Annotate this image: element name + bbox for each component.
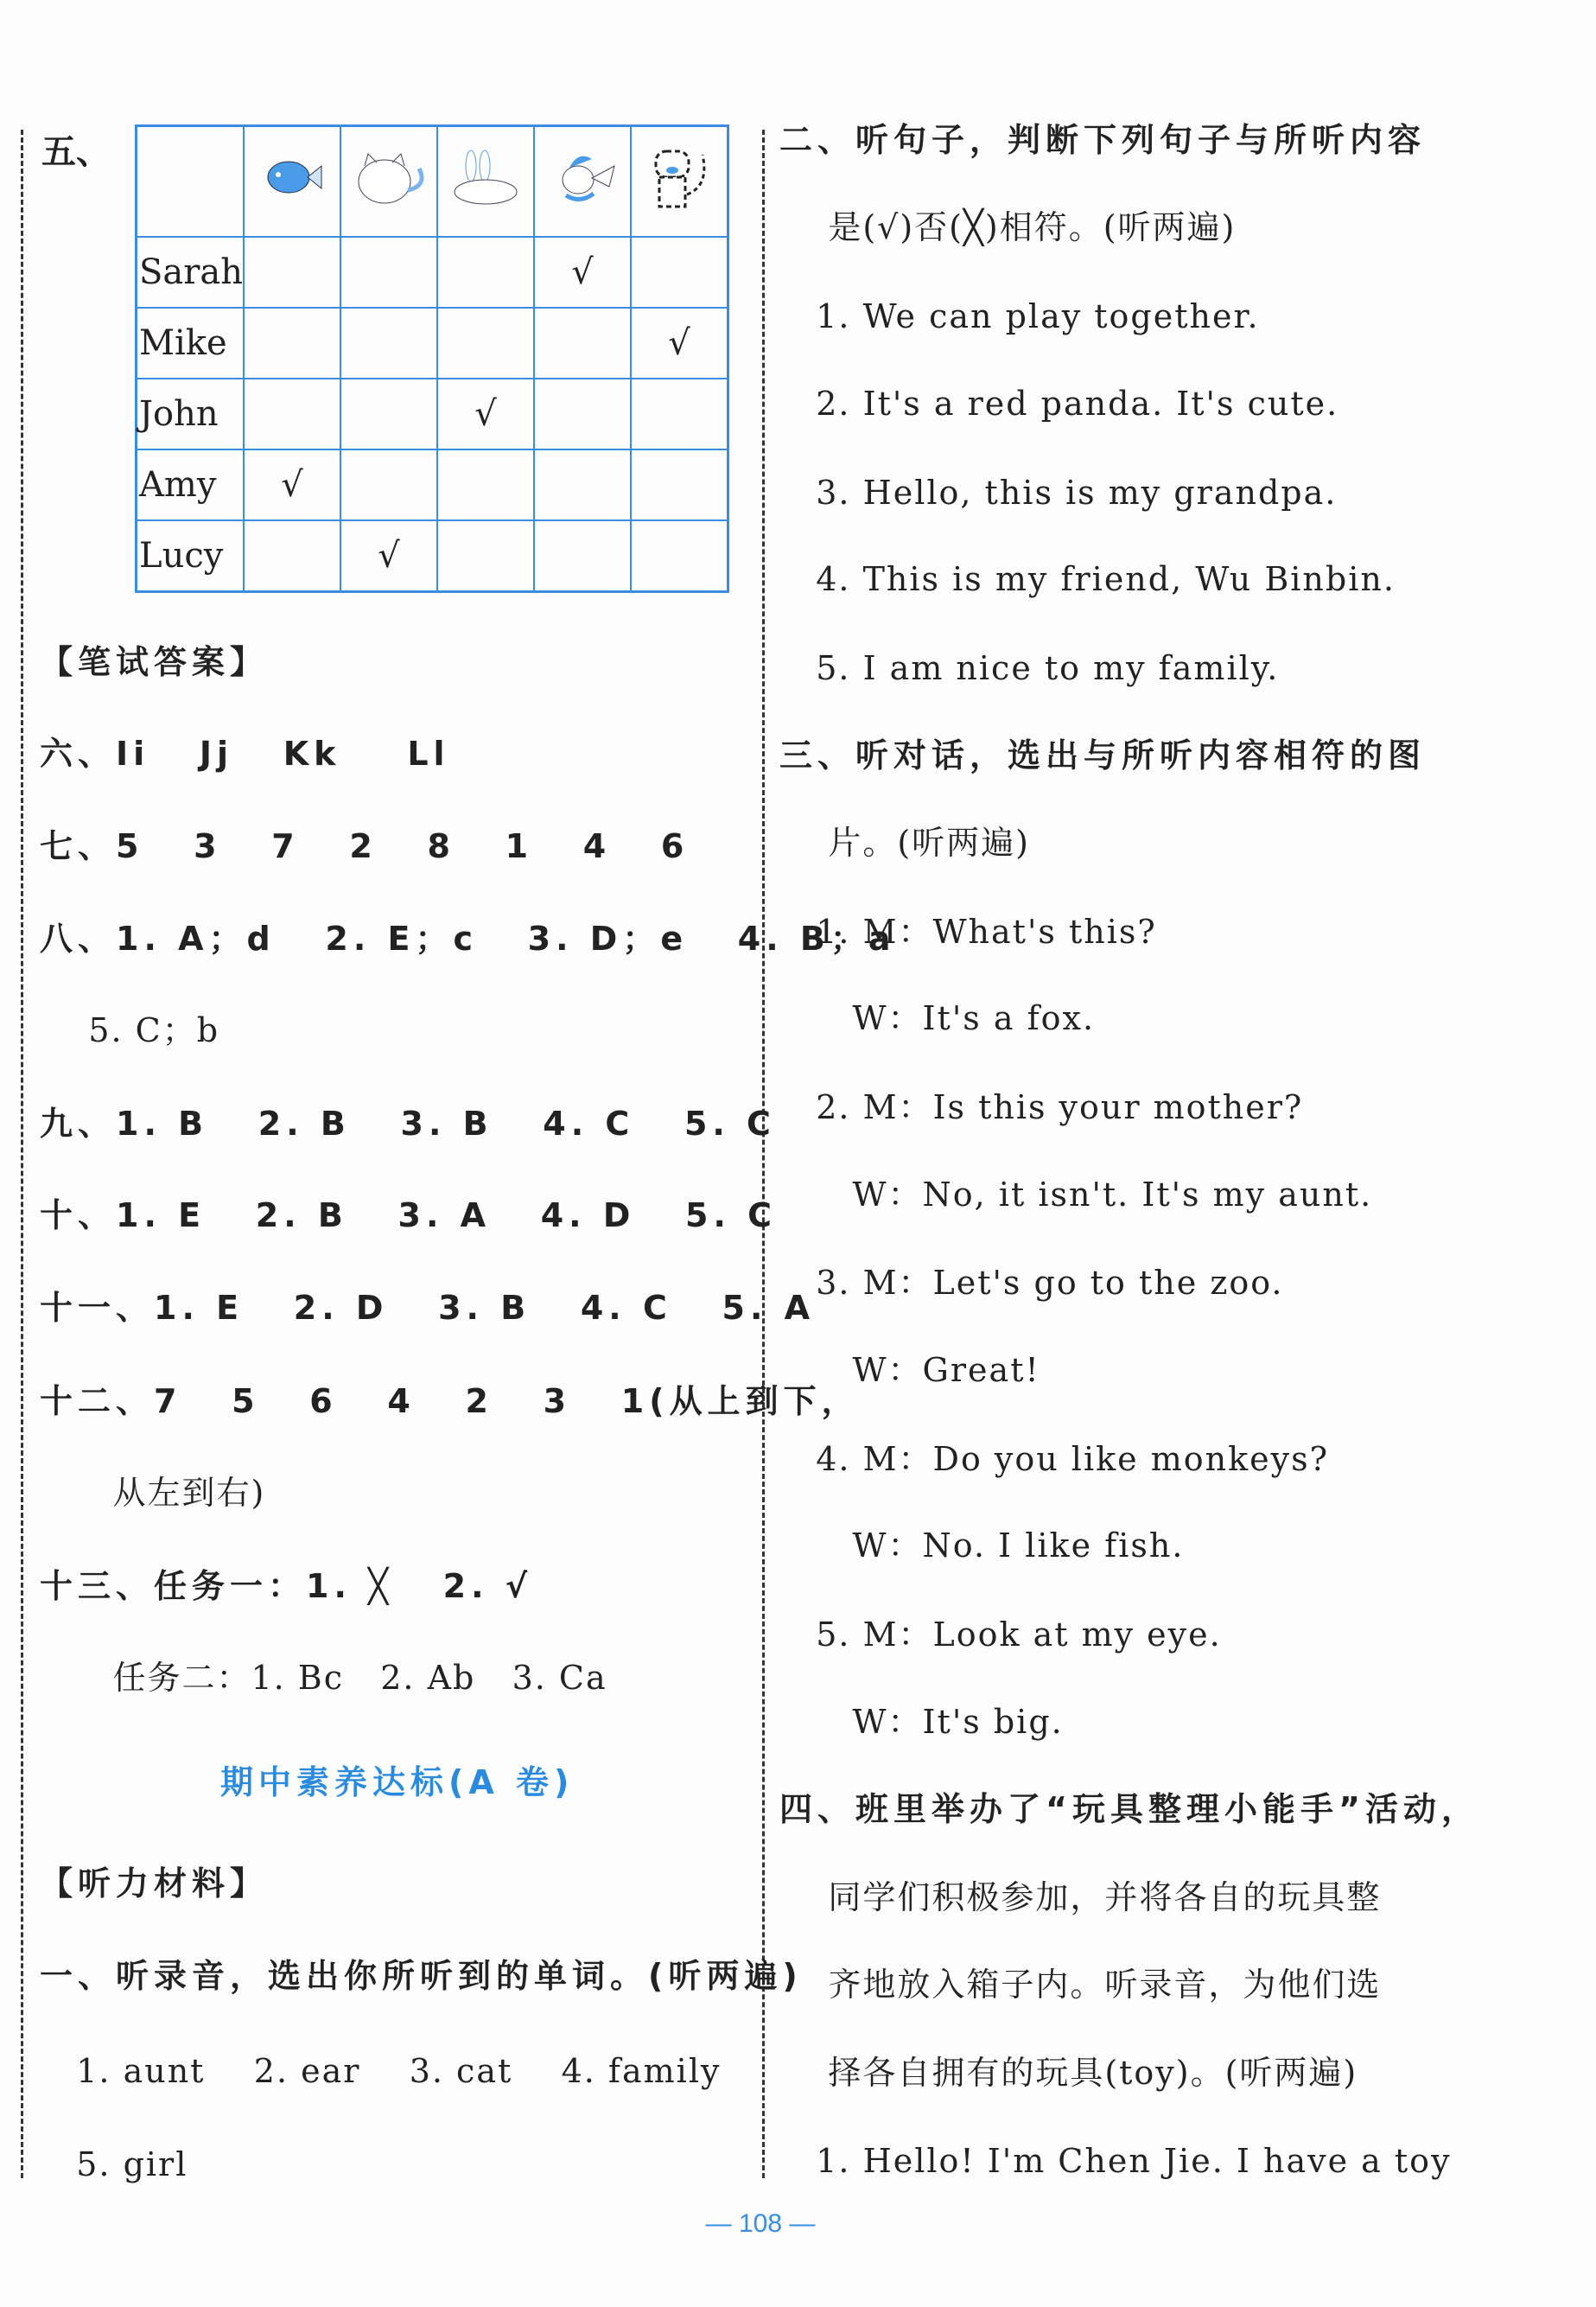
table-row — [137, 379, 728, 449]
transcript-line: 1. Hello! I'm Chen Jie. I have a toy — [779, 2142, 1452, 2180]
table-row — [137, 520, 728, 592]
answer-line: 5. girl — [40, 2145, 188, 2183]
transcript-line: 1. We can play together. — [779, 297, 1260, 335]
answer-line: 从左到右) — [40, 1474, 266, 1512]
transcript-line: 二、听句子，判断下列句子与所听内容 — [779, 121, 1427, 159]
answer-line: 【听力材料】 — [40, 1864, 269, 1902]
check-cell — [631, 237, 728, 308]
answer-line: 八、1. A；d 2. E；c 3. D；e 4. B；a — [40, 920, 896, 958]
bird-icon — [534, 126, 631, 238]
check-cell — [631, 520, 728, 592]
transcript-line: 三、听对话，选出与所听内容相符的图 — [779, 736, 1427, 774]
transcript-line: 择各自拥有的玩具(toy)。(听两遍) — [779, 2054, 1358, 2092]
check-cell — [244, 379, 340, 449]
check-cell: √ — [437, 379, 534, 449]
transcript-line: W：It's big. — [779, 1703, 1064, 1741]
section-label-five: 五、 — [41, 132, 111, 172]
left-divider — [21, 130, 23, 2178]
student-name: Sarah — [137, 237, 244, 308]
table-row — [137, 237, 728, 308]
corner-cell — [137, 126, 244, 238]
answer-line: 十三、任务一：1. ╳ 2. √ — [40, 1567, 533, 1605]
fish-icon — [244, 126, 340, 238]
check-cell — [244, 237, 340, 308]
check-cell — [534, 520, 631, 592]
transcript-line: W：Great! — [779, 1351, 1040, 1389]
transcript-line: 3. M：Let's go to the zoo. — [779, 1264, 1284, 1302]
check-cell: √ — [244, 449, 340, 520]
check-cell — [437, 449, 534, 520]
check-cell — [437, 308, 534, 379]
rabbit-icon — [437, 126, 534, 238]
table-row — [137, 308, 728, 379]
check-cell: √ — [340, 520, 437, 592]
tiger-icon — [631, 126, 728, 238]
transcript-line: 4. This is my friend, Wu Binbin. — [779, 560, 1396, 598]
check-cell: √ — [631, 308, 728, 379]
transcript-line: 同学们积极参加，并将各自的玩具整 — [779, 1878, 1382, 1916]
transcript-line: 5. M：Look at my eye. — [779, 1616, 1222, 1654]
answer-line: 任务二：1. Bc 2. Ab 3. Ca — [40, 1659, 607, 1697]
transcript-line: 齐地放入箱子内。听录音，为他们选 — [779, 1966, 1382, 2004]
answer-line: 十、1. E 2. B 3. A 4. D 5. C — [40, 1196, 778, 1234]
student-name: John — [137, 379, 244, 449]
check-cell — [631, 379, 728, 449]
transcript-line: 4. M：Do you like monkeys? — [779, 1440, 1329, 1478]
check-cell — [534, 449, 631, 520]
pet-table — [135, 124, 729, 593]
student-name: Mike — [137, 308, 244, 379]
check-cell — [631, 449, 728, 520]
column-divider — [762, 130, 765, 2178]
check-cell — [340, 308, 437, 379]
student-name: Amy — [137, 449, 244, 520]
transcript-line: W：No, it isn't. It's my aunt. — [779, 1176, 1373, 1214]
check-cell — [340, 379, 437, 449]
transcript-line: 四、班里举办了“玩具整理小能手”活动， — [779, 1790, 1479, 1828]
transcript-line: W：It's a fox. — [779, 999, 1096, 1037]
answer-line: 九、1. B 2. B 3. B 4. C 5. C — [40, 1105, 776, 1143]
answer-line: 5. C；b — [40, 1011, 220, 1049]
answer-line: 十二、7 5 6 4 2 3 1(从上到下， — [40, 1382, 860, 1420]
table-header-row — [137, 126, 728, 238]
answer-line: 十一、1. E 2. D 3. B 4. C 5. A — [40, 1289, 816, 1327]
transcript-line: 2. It's a red panda. It's cute. — [779, 385, 1339, 423]
answer-line: 七、5 3 7 2 8 1 4 6 — [40, 827, 690, 865]
transcript-line: W：No. I like fish. — [779, 1526, 1185, 1565]
page-number: — 108 — — [705, 2209, 816, 2238]
cat-icon — [340, 126, 437, 238]
answer-line: 【笔试答案】 — [40, 643, 269, 681]
check-cell — [340, 237, 437, 308]
transcript-line: 是(√)否(╳)相符。(听两遍) — [779, 208, 1237, 246]
answer-line: 1. aunt 2. ear 3. cat 4. family — [40, 2052, 722, 2090]
transcript-line: 1. M：What's this? — [779, 913, 1157, 951]
check-cell — [244, 308, 340, 379]
check-cell — [244, 520, 340, 592]
table-row — [137, 449, 728, 520]
answer-line: 一、听录音，选出你所听到的单词。(听两遍) — [40, 1957, 803, 1995]
check-cell — [534, 308, 631, 379]
check-cell: √ — [534, 237, 631, 308]
transcript-line: 5. I am nice to my family. — [779, 649, 1280, 687]
check-cell — [534, 379, 631, 449]
answer-line: 六、Ii Jj Kk Ll — [40, 735, 450, 773]
check-cell — [437, 237, 534, 308]
transcript-line: 3. Hello, this is my grandpa. — [779, 474, 1338, 512]
transcript-line: 片。(听两遍) — [779, 824, 1030, 862]
check-cell — [437, 520, 534, 592]
check-cell — [340, 449, 437, 520]
student-name: Lucy — [137, 520, 244, 592]
transcript-line: 2. M：Is this your mother? — [779, 1088, 1304, 1126]
answer-line: 期中素养达标(A 卷) — [220, 1763, 575, 1801]
